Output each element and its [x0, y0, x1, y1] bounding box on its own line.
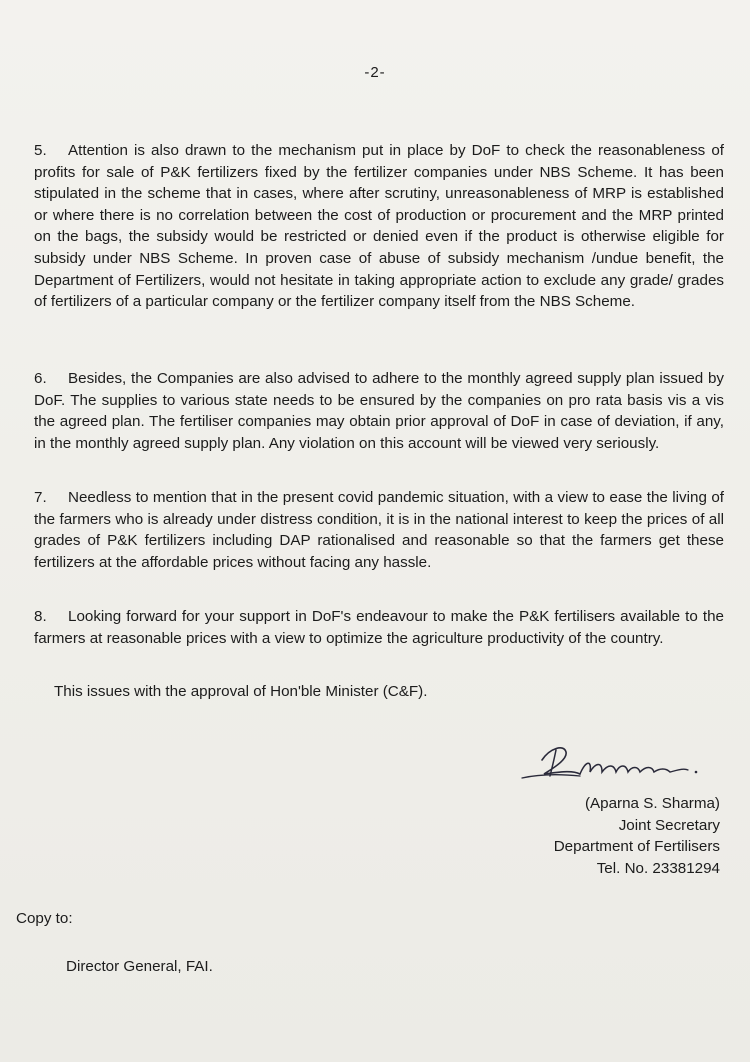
paragraph-text: Needless to mention that in the present covid pandemic situation, with a view to ease the living of the farmers who is already under distress condition, it is in the national interest to keep the prices of all grades of P&K fertilizers including DAP rationalised and reasonable so that the farmers get these fertilizers at the affordable prices without facing any hassle.: [34, 489, 724, 571]
paragraph-number: 6.: [34, 370, 47, 387]
paragraph-7: [34, 487, 724, 573]
page-number: -2-: [364, 64, 386, 81]
copy-recipient: Director General, FAI.: [66, 958, 213, 975]
paragraph-number: 5.: [34, 142, 47, 159]
signatory-department: Department of Fertilisers: [553, 838, 720, 855]
paragraph-number: 8.: [34, 608, 47, 625]
handwritten-signature: [520, 730, 740, 790]
copy-to-label: Copy to:: [16, 910, 73, 927]
paragraph-text: Besides, the Companies are also advised to adhere to the monthly agreed supply plan issued by DoF. The supplies to various state needs to be ensured by the companies on pro rata basis vis a vis the agreed plan. The fertiliser companies may obtain prior approval of DoF in case of deviation, if any, in the monthly agreed supply plan. Any violation on this account will be viewed very seriously.: [34, 370, 724, 452]
signatory-designation: Joint Secretary: [618, 816, 720, 834]
paragraph-number: 7.: [34, 489, 47, 506]
signatory-telephone: Tel. No. 23381294: [596, 859, 720, 877]
paragraph-8: [34, 606, 724, 649]
approval-statement: This issues with the approval of Hon'ble Minister (C&F).: [54, 683, 428, 700]
signatory-block: [460, 793, 720, 879]
signatory-name: (Aparna S. Sharma): [584, 795, 720, 812]
paragraph-5: [34, 140, 724, 313]
paragraph-6: [34, 368, 724, 454]
paragraph-text: Looking forward for your support in DoF's endeavour to make the P&K fertilisers available to the farmers at reasonable prices with a view to optimize the agriculture productivity of the country.: [34, 608, 724, 647]
paragraph-text: Attention is also drawn to the mechanism put in place by DoF to check the reasonableness of profits for sale of P&K fertilizers fixed by the fertilizer companies under NBS Scheme. It has been stipulated in the scheme that in cases, where after scrutiny, unreasonableness of MRP is established or where there is no correlation between the cost of production or procurement and the MRP printed on the bags, the subsidy would be restricted or denied even if the product is otherwise eligible for subsidy under NBS Scheme. In proven case of abuse of subsidy mechanism /undue benefit, the Department of Fertilizers, would not hesitate in taking appropriate action to exclude any grade/ grades of fertilizers of a particular company or the fertilizer company itself from the NBS Scheme.: [34, 142, 724, 311]
